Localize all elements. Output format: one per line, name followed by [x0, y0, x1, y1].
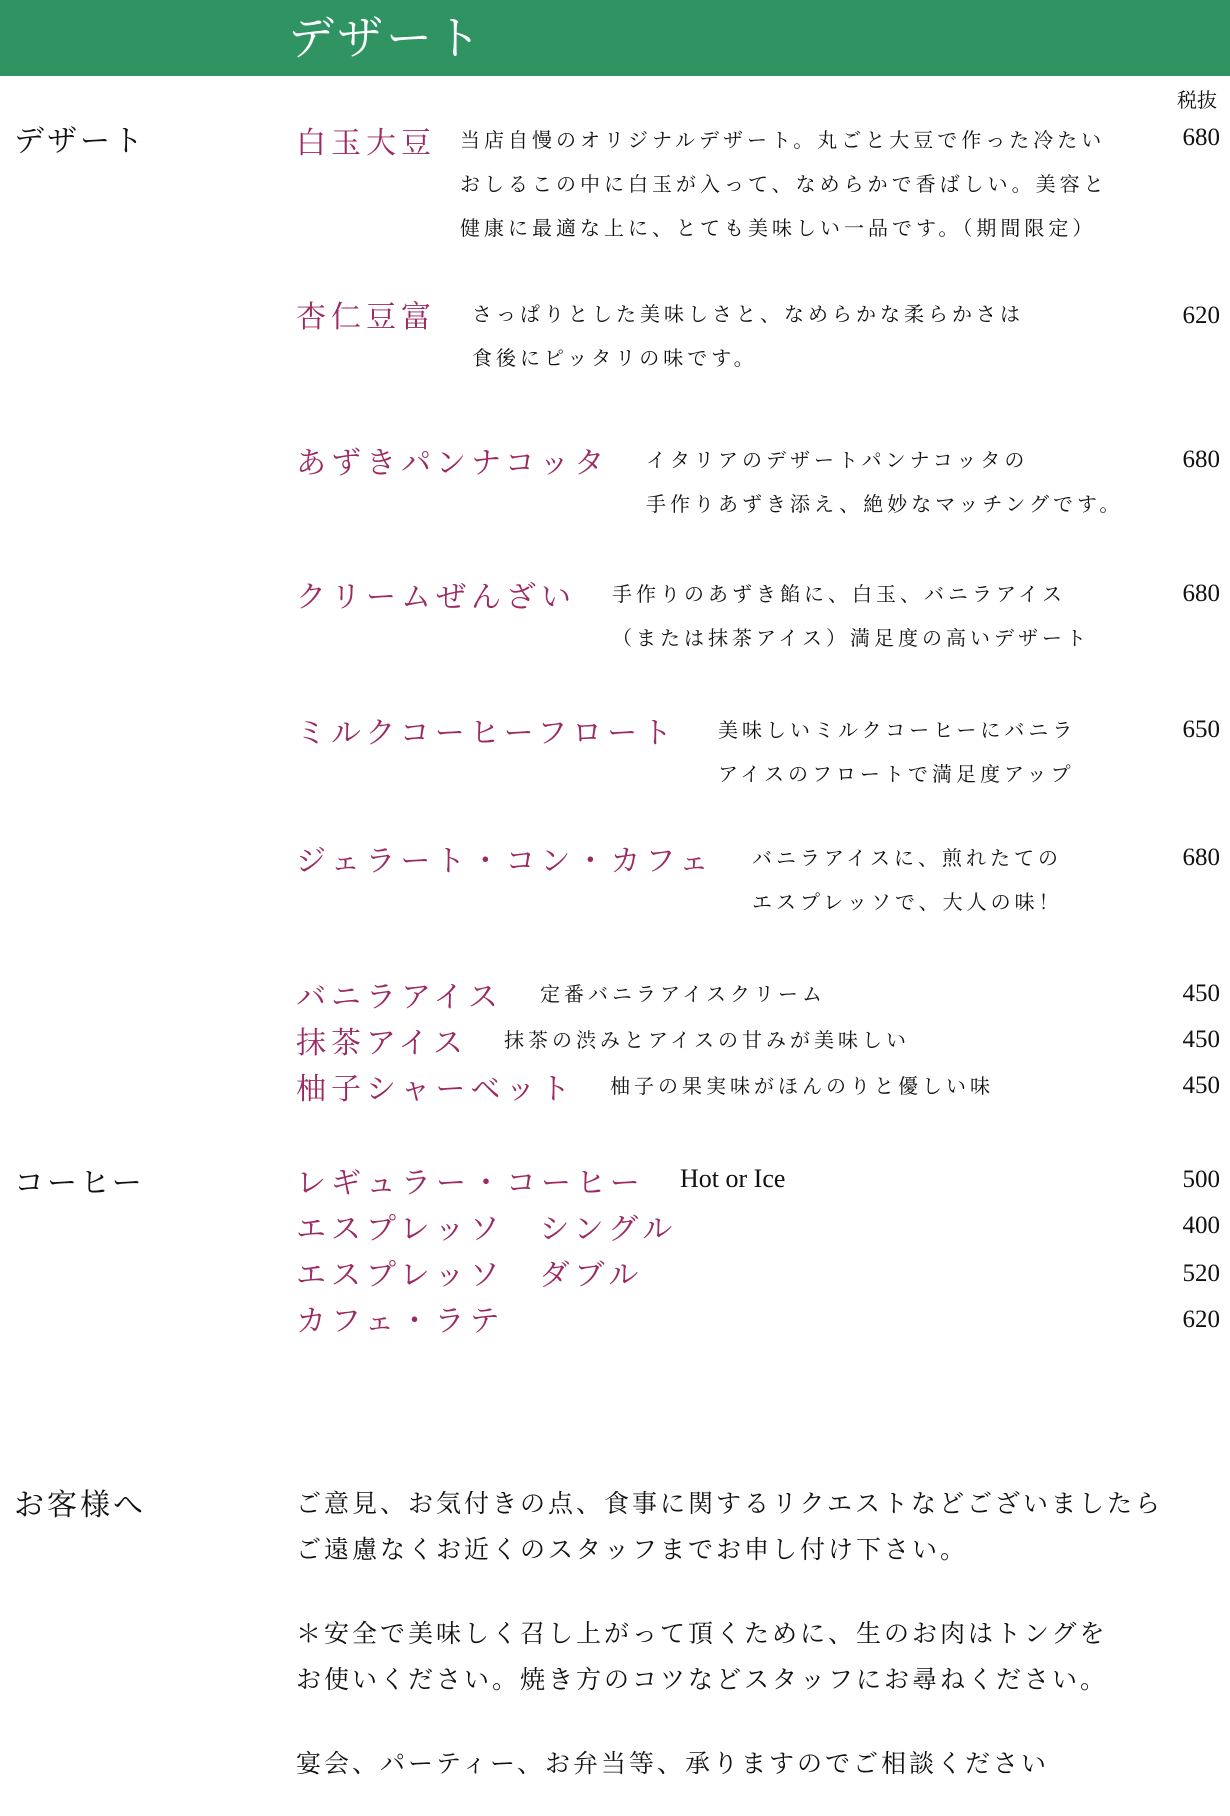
tax-note: 税抜: [1177, 88, 1217, 112]
menu-item-price: 650: [1182, 716, 1220, 743]
menu-item-desc: [752, 836, 1063, 924]
menu-item-price: 450: [1182, 1026, 1220, 1053]
menu-item-desc: [612, 572, 1090, 660]
menu-item-desc: [504, 1018, 910, 1062]
desc-line: 食後にピッタリの味です。: [472, 346, 758, 370]
menu-item-desc: [646, 438, 1123, 526]
menu-item-desc: [460, 118, 1108, 250]
menu-item-desc: [540, 972, 826, 1016]
notice-line: ご遠慮なくお近くのスタッフまでお申し付け下さい。: [296, 1535, 969, 1564]
menu-item-desc: [610, 1064, 994, 1108]
menu-item-price: 400: [1182, 1212, 1220, 1239]
menu-item-name: ジェラート・コン・カフェ: [296, 844, 714, 879]
desc-line: 美味しいミルクコーヒーにバニラ: [718, 718, 1077, 742]
menu-item-price: 680: [1182, 580, 1220, 607]
menu-item-price: 680: [1182, 124, 1220, 151]
desc-line: イタリアのデザートパンナコッタの: [646, 448, 1029, 472]
menu-item-name: 抹茶アイス: [296, 1026, 468, 1061]
menu-item-name: エスプレッソ ダブル: [296, 1258, 644, 1293]
menu-item-name: ミルクコーヒーフロート: [296, 716, 678, 751]
desc-line: 抹茶の渋みとアイスの甘みが美味しい: [504, 1028, 910, 1052]
menu-item-price: 500: [1182, 1166, 1220, 1193]
menu-item-desc: [472, 292, 1024, 380]
menu-item-price: 680: [1182, 446, 1220, 473]
menu-item-name: クリームぜんざい: [296, 580, 576, 615]
menu-item-price: 620: [1182, 1306, 1220, 1333]
section-label-coffee: コーヒー: [14, 1166, 145, 1201]
desc-line: おしるこの中に白玉が入って、なめらかで香ばしい。美容と: [460, 172, 1108, 196]
menu-item-price: 680: [1182, 844, 1220, 871]
desc-line: さっぱりとした美味しさと、なめらかな柔らかさは: [472, 302, 1024, 326]
desc-line: 手作りのあずき餡に、白玉、バニラアイス: [612, 582, 1066, 606]
menu-item-name: レギュラー・コーヒー: [296, 1166, 645, 1201]
desc-line: 当店自慢のオリジナルデザート。丸ごと大豆で作った冷たい: [460, 128, 1106, 152]
menu-item-price: 520: [1182, 1260, 1220, 1287]
section-label-notice: お客様へ: [14, 1488, 146, 1523]
menu-item-name: カフェ・ラテ: [296, 1304, 505, 1339]
desc-line: 定番バニラアイスクリーム: [540, 982, 826, 1006]
menu-item-name: 柚子シャーベット: [296, 1072, 576, 1107]
menu-item-name: バニラアイス: [296, 980, 503, 1015]
notice-line: ＊安全で美味しく召し上がって頂くために、生のお肉はトングを: [296, 1619, 1108, 1648]
menu-item-note: Hot or Ice: [680, 1164, 786, 1193]
menu-item-name: 白玉大豆: [296, 126, 436, 161]
desc-line: 柚子の果実味がほんのりと優しい味: [610, 1074, 994, 1098]
menu-item-price: 620: [1182, 302, 1220, 329]
menu-item-desc: [718, 708, 1076, 796]
menu-item-price: 450: [1182, 980, 1220, 1007]
page-title: デザート: [288, 11, 484, 65]
notice-line: お使いください。焼き方のコツなどスタッフにお尋ねください。: [296, 1665, 1109, 1694]
desc-line: （または抹茶アイス）満足度の高いデザート: [612, 626, 1090, 650]
desc-line: 手作りあずき添え、絶妙なマッチングです。: [646, 492, 1124, 516]
desc-line: アイスのフロートで満足度アップ: [718, 762, 1075, 786]
desc-line: 健康に最適な上に、とても美味しい一品です。（期間限定）: [460, 216, 1097, 240]
desc-line: エスプレッソで、大人の味！: [752, 890, 1063, 914]
menu-item-name: 杏仁豆富: [296, 300, 436, 335]
header-band: [0, 0, 1230, 76]
menu-item-name: エスプレッソ シングル: [296, 1212, 678, 1247]
section-label-dessert: デザート: [14, 124, 146, 159]
menu-item-price: 450: [1182, 1072, 1220, 1099]
menu-item-name: あずきパンナコッタ: [296, 446, 610, 481]
notice-line: ご意見、お気付きの点、食事に関するリクエストなどございましたら: [296, 1489, 1164, 1518]
desc-line: バニラアイスに、煎れたての: [752, 846, 1062, 870]
notice-line: 宴会、パーティー、お弁当等、承りますのでご相談ください: [296, 1749, 1050, 1778]
